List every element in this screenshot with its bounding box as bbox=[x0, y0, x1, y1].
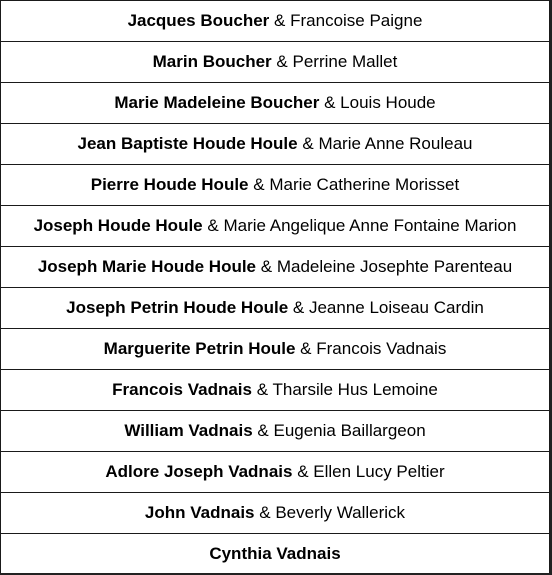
couple-cell bbox=[1, 329, 550, 370]
couple-cell bbox=[1, 247, 550, 288]
table-row bbox=[1, 329, 550, 370]
table-row bbox=[1, 165, 550, 206]
descendant-name: Adlore Joseph Vadnais bbox=[105, 462, 293, 481]
descendant-name: Marin Boucher bbox=[152, 52, 272, 71]
table-row bbox=[1, 493, 550, 534]
ampersand: & bbox=[207, 216, 219, 235]
couple-cell bbox=[1, 493, 550, 534]
couple-cell bbox=[1, 165, 550, 206]
couple-cell bbox=[1, 83, 550, 124]
table-row bbox=[1, 534, 550, 575]
descendant-name: Jacques Boucher bbox=[127, 11, 270, 30]
spouse-name: Ellen Lucy Peltier bbox=[313, 462, 445, 481]
ampersand: & bbox=[300, 339, 312, 358]
ampersand: & bbox=[302, 134, 314, 153]
ampersand: & bbox=[274, 11, 286, 30]
spouse-name: Tharsile Hus Lemoine bbox=[272, 380, 438, 399]
spouse-name: Jeanne Loiseau Cardin bbox=[308, 298, 484, 317]
table-row bbox=[1, 452, 550, 493]
ampersand: & bbox=[324, 93, 336, 112]
ampersand: & bbox=[292, 298, 305, 317]
couple-cell bbox=[1, 288, 550, 329]
descendant-name: Francois Vadnais bbox=[112, 380, 252, 399]
ampersand: & bbox=[259, 503, 271, 522]
couple-cell bbox=[1, 411, 550, 452]
table-row bbox=[1, 411, 550, 452]
table-row bbox=[1, 247, 550, 288]
couple-cell bbox=[1, 42, 550, 83]
spouse-name: Marie Angelique Anne Fontaine Marion bbox=[223, 216, 517, 235]
ampersand: & bbox=[257, 421, 269, 440]
couple-cell bbox=[1, 452, 550, 493]
descendant-name: Pierre Houde Houle bbox=[90, 175, 249, 194]
lineage-table-body bbox=[1, 1, 550, 575]
descendant-name: Marguerite Petrin Houle bbox=[103, 339, 296, 358]
couple-cell bbox=[1, 1, 550, 42]
ampersand: & bbox=[253, 175, 265, 194]
table-row bbox=[1, 124, 550, 165]
table-row bbox=[1, 206, 550, 247]
spouse-name: Marie Catherine Morisset bbox=[269, 175, 460, 194]
spouse-name: Francois Vadnais bbox=[316, 339, 447, 358]
spouse-name: Francoise Paigne bbox=[290, 11, 423, 30]
table-row bbox=[1, 83, 550, 124]
descendant-name: Joseph Marie Houde Houle bbox=[37, 257, 257, 276]
table-row bbox=[1, 370, 550, 411]
descendant-name: Marie Madeleine Boucher bbox=[114, 93, 320, 112]
couple-cell bbox=[1, 534, 550, 575]
couple-cell bbox=[1, 124, 550, 165]
spouse-name: Marie Anne Rouleau bbox=[318, 134, 473, 153]
ampersand: & bbox=[260, 257, 273, 276]
descendant-name: Cynthia Vadnais bbox=[209, 544, 341, 563]
spouse-name: Madeleine Josephte Parenteau bbox=[276, 257, 513, 276]
spouse-name: Eugenia Baillargeon bbox=[273, 421, 426, 440]
ampersand: & bbox=[256, 380, 269, 399]
couple-cell bbox=[1, 206, 550, 247]
descendant-name: Joseph Petrin Houde Houle bbox=[66, 298, 289, 317]
spouse-name: Louis Houde bbox=[340, 93, 436, 112]
spouse-name: Perrine Mallet bbox=[292, 52, 398, 71]
spouse-name: Beverly Wallerick bbox=[275, 503, 406, 522]
descendant-name: Joseph Houde Houle bbox=[33, 216, 203, 235]
table-row bbox=[1, 42, 550, 83]
descendant-name: Jean Baptiste Houde Houle bbox=[77, 134, 298, 153]
table-row bbox=[1, 288, 550, 329]
descendant-name: John Vadnais bbox=[144, 503, 255, 522]
ampersand: & bbox=[276, 52, 288, 71]
table-row bbox=[1, 1, 550, 42]
ampersand: & bbox=[297, 462, 309, 481]
descendant-name: William Vadnais bbox=[124, 421, 253, 440]
couple-cell bbox=[1, 370, 550, 411]
